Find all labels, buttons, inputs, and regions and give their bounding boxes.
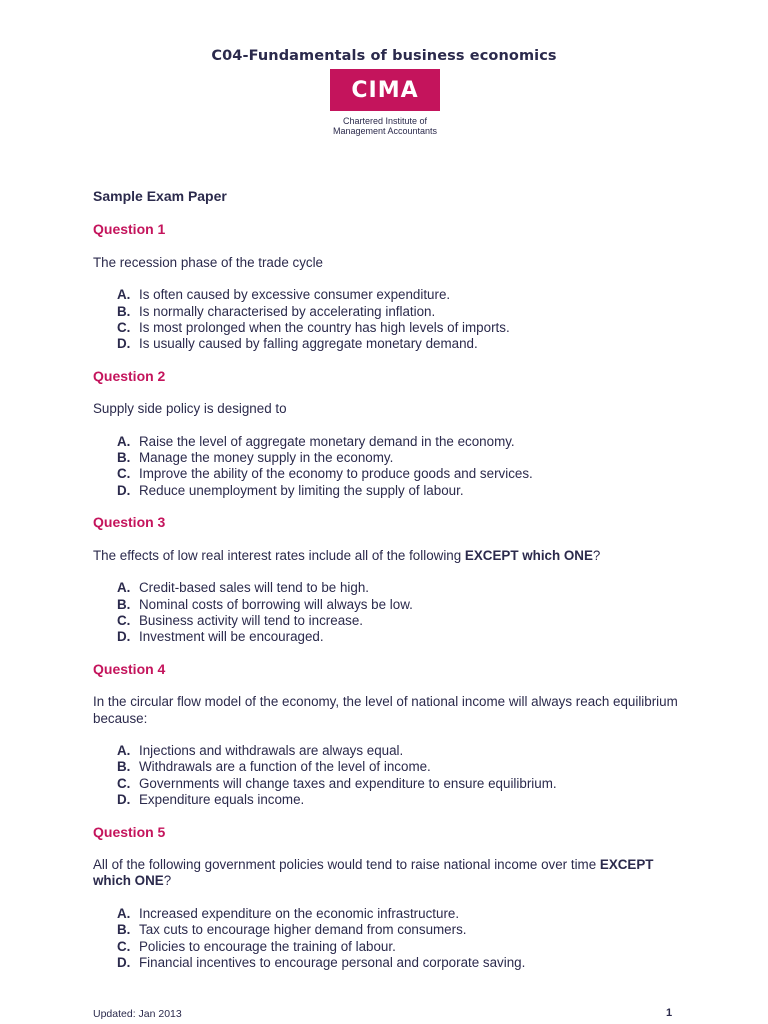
question-title: Question 2 xyxy=(93,367,166,384)
option-text: Is normally characterised by accelerating inflation. xyxy=(139,303,436,319)
exam-content xyxy=(93,188,693,986)
option-c xyxy=(117,320,693,336)
option-a xyxy=(117,580,693,596)
option-text: Increased expenditure on the economic infrastructure. xyxy=(139,905,460,921)
option-b xyxy=(117,759,693,775)
option-letter: A. xyxy=(117,287,131,303)
question-title: Question 5 xyxy=(93,823,166,840)
option-list xyxy=(93,743,693,809)
stem-emphasis: EXCEPT which ONE xyxy=(93,856,654,889)
option-letter: B. xyxy=(117,303,131,319)
option-letter: A. xyxy=(117,580,131,596)
question-stem xyxy=(93,857,693,890)
option-text: Business activity will tend to increase. xyxy=(139,612,364,628)
option-letter: A. xyxy=(117,433,131,449)
option-text: Financial incentives to encourage personal and corporate saving. xyxy=(139,955,526,970)
option-c xyxy=(117,613,693,629)
question-stem: Supply side policy is designed to xyxy=(93,401,287,417)
question-3 xyxy=(93,514,693,645)
option-text: Credit-based sales will tend to be high. xyxy=(139,580,370,596)
option-letter: D. xyxy=(117,955,131,970)
question-title: Question 4 xyxy=(93,660,166,677)
stem-text: All of the following government policies would tend to raise national income over time xyxy=(93,856,600,872)
option-text: Investment will be encouraged. xyxy=(139,629,324,645)
option-text: Reduce unemployment by limiting the supply of labour. xyxy=(139,482,464,498)
document-title: C04-Fundamentals of business economics xyxy=(211,48,557,64)
option-a xyxy=(117,434,693,450)
option-letter: B. xyxy=(117,759,131,775)
page-number: 1 xyxy=(666,1007,673,1019)
logo-caption-line-1: Chartered Institute of xyxy=(342,116,428,126)
option-letter: B. xyxy=(117,922,131,938)
stem-emphasis: EXCEPT which ONE xyxy=(464,547,593,563)
paper-heading: Sample Exam Paper xyxy=(93,188,227,204)
option-letter: A. xyxy=(117,905,131,921)
option-c xyxy=(117,776,693,792)
option-text: Tax cuts to encourage higher demand from consumers. xyxy=(139,922,467,938)
question-1 xyxy=(93,221,693,352)
option-text: Is most prolonged when the country has high levels of imports. xyxy=(139,320,510,336)
option-letter: D. xyxy=(117,482,131,498)
option-d xyxy=(117,955,693,971)
option-d xyxy=(117,483,693,499)
option-c xyxy=(117,466,693,482)
option-text: Manage the money supply in the economy. xyxy=(139,450,394,466)
option-letter: B. xyxy=(117,596,131,612)
option-text: Withdrawals are a function of the level of income. xyxy=(139,759,431,775)
footer-updated: Updated: Jan 2013 xyxy=(93,1008,182,1020)
cima-logo xyxy=(330,69,440,111)
option-text: Nominal costs of borrowing will always be low. xyxy=(139,596,413,612)
option-letter: C. xyxy=(117,938,131,954)
question-2 xyxy=(93,368,693,499)
option-b xyxy=(117,597,693,613)
option-list xyxy=(93,906,693,972)
option-letter: D. xyxy=(117,336,131,352)
option-letter: B. xyxy=(117,450,131,466)
option-text: Raise the level of aggregate monetary demand in the economy. xyxy=(139,433,515,449)
option-letter: C. xyxy=(117,466,131,482)
option-list xyxy=(93,287,693,353)
question-stem xyxy=(93,548,693,564)
option-text: Governments will change taxes and expenditure to ensure equilibrium. xyxy=(139,775,557,791)
option-list xyxy=(93,434,693,500)
option-text: Is often caused by excessive consumer expenditure. xyxy=(139,287,451,303)
option-letter: A. xyxy=(117,742,131,758)
option-letter: C. xyxy=(117,775,131,791)
option-b xyxy=(117,922,693,938)
option-letter: C. xyxy=(117,320,131,336)
question-5 xyxy=(93,824,693,972)
stem-text-end: ? xyxy=(163,873,172,889)
option-a xyxy=(117,743,693,759)
logo-caption-line-2: Management Accountants xyxy=(332,126,438,136)
option-d xyxy=(117,792,693,808)
stem-text: The effects of low real interest rates include all of the following xyxy=(93,547,465,563)
logo-caption xyxy=(310,116,460,136)
option-letter: D. xyxy=(117,629,131,645)
option-a xyxy=(117,287,693,303)
question-title: Question 1 xyxy=(93,221,166,238)
option-text: Is usually caused by falling aggregate monetary demand. xyxy=(139,336,478,352)
question-4 xyxy=(93,661,693,809)
cima-logo-text: CIMA xyxy=(351,77,419,103)
option-text: Expenditure equals income. xyxy=(139,792,305,808)
option-letter: C. xyxy=(117,612,131,628)
option-b xyxy=(117,304,693,320)
option-c xyxy=(117,939,693,955)
option-text: Policies to encourage the training of labour. xyxy=(139,938,396,954)
option-d xyxy=(117,336,693,352)
option-list xyxy=(93,580,693,646)
question-stem: In the circular flow model of the economy, the level of national income will always reach equilibrium because: xyxy=(93,694,678,726)
option-text: Injections and withdrawals are always equal. xyxy=(139,742,404,758)
question-title: Question 3 xyxy=(93,514,166,531)
option-text: Improve the ability of the economy to produce goods and services. xyxy=(139,466,533,482)
option-d xyxy=(117,629,693,645)
option-a xyxy=(117,906,693,922)
stem-text-end: ? xyxy=(592,547,601,563)
question-stem: The recession phase of the trade cycle xyxy=(93,254,324,270)
option-b xyxy=(117,450,693,466)
option-letter: D. xyxy=(117,792,131,808)
